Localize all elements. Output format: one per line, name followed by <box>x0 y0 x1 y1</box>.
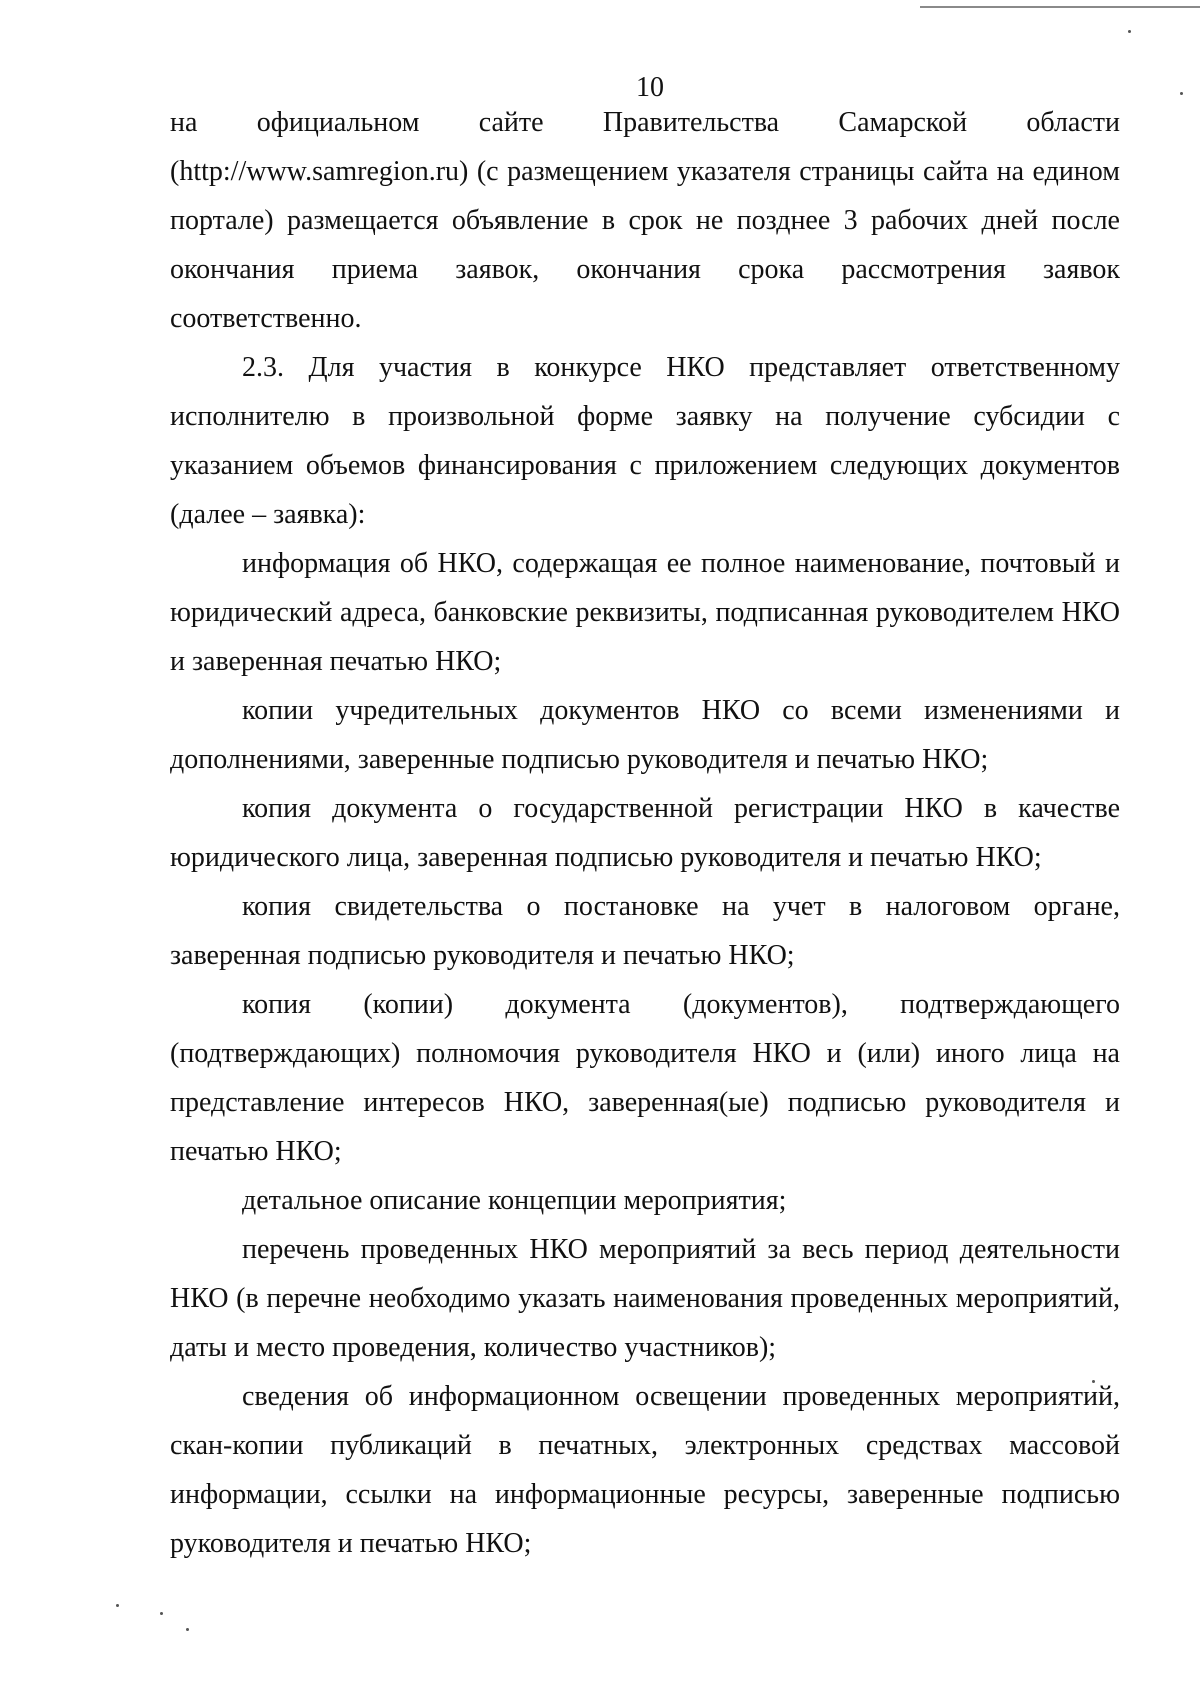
paragraph: информация об НКО, содержащая ее полное наименование, почтовый и юридический адреса, банковские реквизиты, подписанная руководителем НКО и заверенная печатью НКО; <box>170 548 1120 677</box>
paragraph: сведения об информационном освещении проведенных мероприятий, скан-копии публикаций в печатных, электронных средствах массовой информации, ссылки на информационные ресурсы, заверенные подписью руководителя и печатью НКО; <box>170 1381 1120 1559</box>
paragraph: копия документа о государственной регистрации НКО в качестве юридического лица, заверенная подписью руководителя и печатью НКО; <box>170 793 1120 873</box>
scan-speck <box>1128 30 1131 33</box>
body-text <box>170 98 1120 1568</box>
paragraph: детальное описание концепции мероприятия; <box>242 1185 787 1216</box>
paragraph: 2.3. Для участия в конкурсе НКО представляет ответственному исполнителю в произвольной форме заявку на получение субсидии с указанием объемов финансирования с приложением следующих документов (далее – заявка): <box>170 352 1120 530</box>
scan-speck <box>160 1612 163 1615</box>
paragraph: на официальном сайте Правительства Самарской области (http://www.samregion.ru) (с размещением указателя страницы сайта на едином портале) размещается объявление в срок не позднее 3 рабочих дней после окончания приема заявок, окончания срока рассмотрения заявок соответственно. <box>170 107 1120 334</box>
scan-speck <box>186 1628 189 1631</box>
scan-speck <box>116 1604 119 1607</box>
paragraph: копия (копии) документа (документов), подтверждающего (подтверждающих) полномочия руководителя НКО и (или) иного лица на представление интересов НКО, заверенная(ые) подписью руководителя и печатью НКО; <box>170 989 1120 1167</box>
paragraph: копии учредительных документов НКО со всеми изменениями и дополнениями, заверенные подписью руководителя и печатью НКО; <box>170 695 1120 775</box>
page-number: 10 <box>636 72 664 103</box>
paragraph: перечень проведенных НКО мероприятий за весь период деятельности НКО (в перечне необходимо указать наименования проведенных мероприятий, даты и место проведения, количество участников); <box>170 1234 1120 1363</box>
paragraph: копия свидетельства о постановке на учет в налоговом органе, заверенная подписью руководителя и печатью НКО; <box>170 891 1120 971</box>
scan-edge-line <box>920 6 1200 8</box>
